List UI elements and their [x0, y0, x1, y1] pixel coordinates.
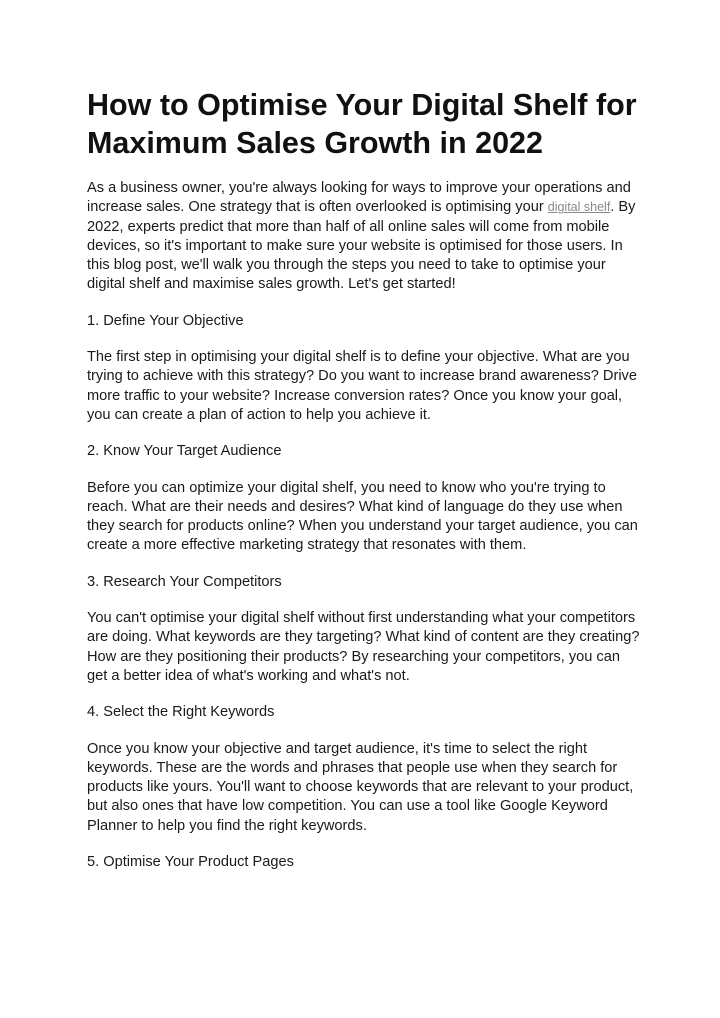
intro-text-after-link: . By 2022, experts predict that more than half of all online sales will come from mobile devices, so it's important to make sure your website is optimised for those users. In this blog post, we'll walk you through the steps you need to take to optimise your digital shelf and maximise sales growth. Let's get started! [87, 199, 636, 293]
section-body-3: You can't optimise your digital shelf without first understanding what your competitors are doing. What keywords are they targeting? What kind of content are they creating? How are they positioning their products? By researching your competitors, you can get a better idea of what's working and what's not. [87, 610, 640, 684]
section-heading-1: 1. Define Your Objective [87, 312, 244, 329]
intro-paragraph [87, 179, 642, 295]
section-heading-2: 2. Know Your Target Audience [87, 443, 282, 460]
digital-shelf-link[interactable]: digital shelf [547, 200, 611, 215]
document-title: How to Optimise Your Digital Shelf for Maximum Sales Growth in 2022 [87, 88, 637, 160]
section-heading-4: 4. Select the Right Keywords [87, 704, 275, 721]
section-body-2: Before you can optimize your digital shelf, you need to know who you're trying to reach. What are their needs and desires? What kind of language do they use when they search for products online? When you understand your target audience, you can create a more effective marketing strategy that resonates with them. [87, 479, 638, 554]
section-body-1: The first step in optimising your digital shelf is to define your objective. What are you trying to achieve with this strategy? Do you want to increase brand awareness? Drive more traffic to your website? Increase conversion rates? Once you know your goal, you can create a plan of action to help you achieve it. [87, 349, 637, 423]
section-heading-3: 3. Research Your Competitors [87, 573, 282, 590]
intro-text-before-link: As a business owner, you're always looking for ways to improve your operations and increase sales. One strategy that is often overlooked is optimising your [87, 180, 631, 216]
section-heading-5: 5. Optimise Your Product Pages [87, 854, 294, 871]
section-body-4: Once you know your objective and target audience, it's time to select the right keywords. These are the words and phrases that people use when they search for products like yours. You'll want to choose keywords that are relevant to your product, but also ones that have low competition. You can use a tool like Google Keyword Planner to help you find the right keywords. [87, 740, 634, 834]
document-page [87, 86, 642, 889]
